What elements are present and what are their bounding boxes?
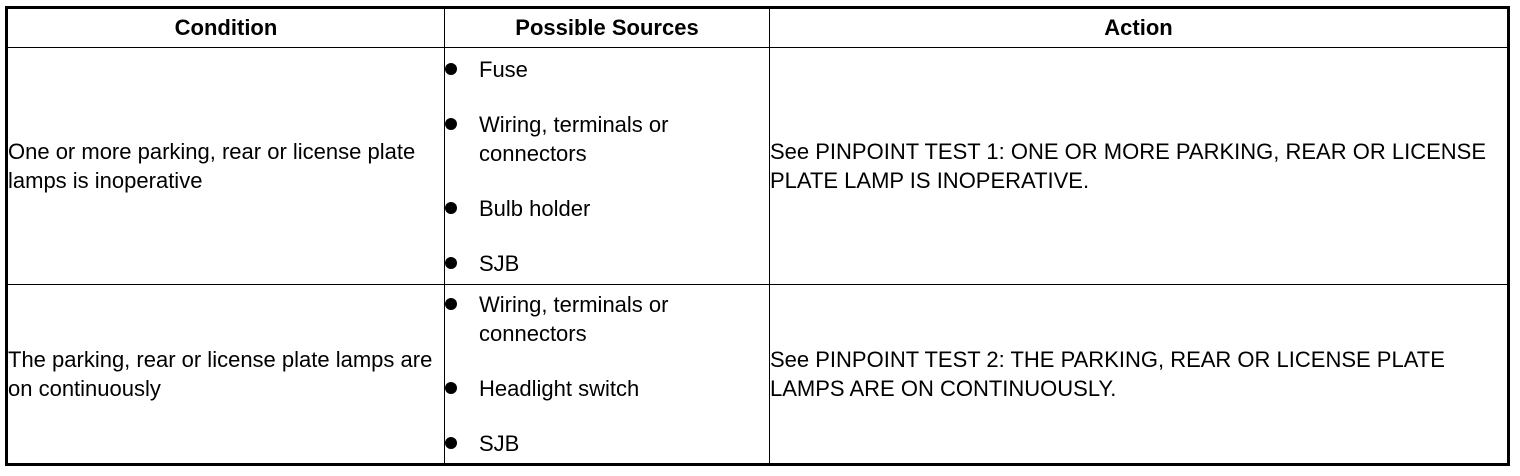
list-item <box>445 290 689 348</box>
table-row <box>7 285 1509 465</box>
header-possible-sources: Possible Sources <box>445 8 770 48</box>
bullet-icon <box>445 202 457 214</box>
list-item <box>445 249 689 278</box>
possible-sources-cell <box>445 285 770 465</box>
possible-sources-list <box>445 55 769 278</box>
action-cell: See PINPOINT TEST 2: THE PARKING, REAR OR LICENSE PLATE LAMPS ARE ON CONTINUOUSLY. <box>770 285 1509 465</box>
list-item <box>445 194 689 223</box>
bullet-icon <box>445 63 457 75</box>
bullet-icon <box>445 382 457 394</box>
bullet-icon <box>445 118 457 130</box>
table-row <box>7 48 1509 285</box>
condition-cell: The parking, rear or license plate lamps are on continuously <box>7 285 445 465</box>
bullet-icon <box>445 257 457 269</box>
source-label: SJB <box>479 250 520 276</box>
condition-cell: One or more parking, rear or license plate lamps is inoperative <box>7 48 445 285</box>
action-cell: See PINPOINT TEST 1: ONE OR MORE PARKING, REAR OR LICENSE PLATE LAMP IS INOPERATIVE. <box>770 48 1509 285</box>
header-row <box>7 8 1509 48</box>
possible-sources-cell <box>445 48 770 285</box>
bullet-icon <box>445 298 457 310</box>
source-label: Fuse <box>479 56 528 82</box>
header-condition: Condition <box>7 8 445 48</box>
bullet-icon <box>445 437 457 449</box>
symptom-chart-table <box>5 6 1510 466</box>
source-label: Headlight switch <box>479 376 640 401</box>
list-item <box>445 429 689 458</box>
list-item <box>445 110 689 168</box>
source-label: Wiring, terminals or connectors <box>479 111 669 166</box>
source-label: Wiring, terminals or connectors <box>479 292 669 346</box>
possible-sources-list <box>445 290 769 458</box>
source-label: SJB <box>479 431 520 456</box>
list-item <box>445 374 689 403</box>
header-action: Action <box>770 8 1509 48</box>
source-label: Bulb holder <box>479 195 591 221</box>
list-item <box>445 55 689 84</box>
